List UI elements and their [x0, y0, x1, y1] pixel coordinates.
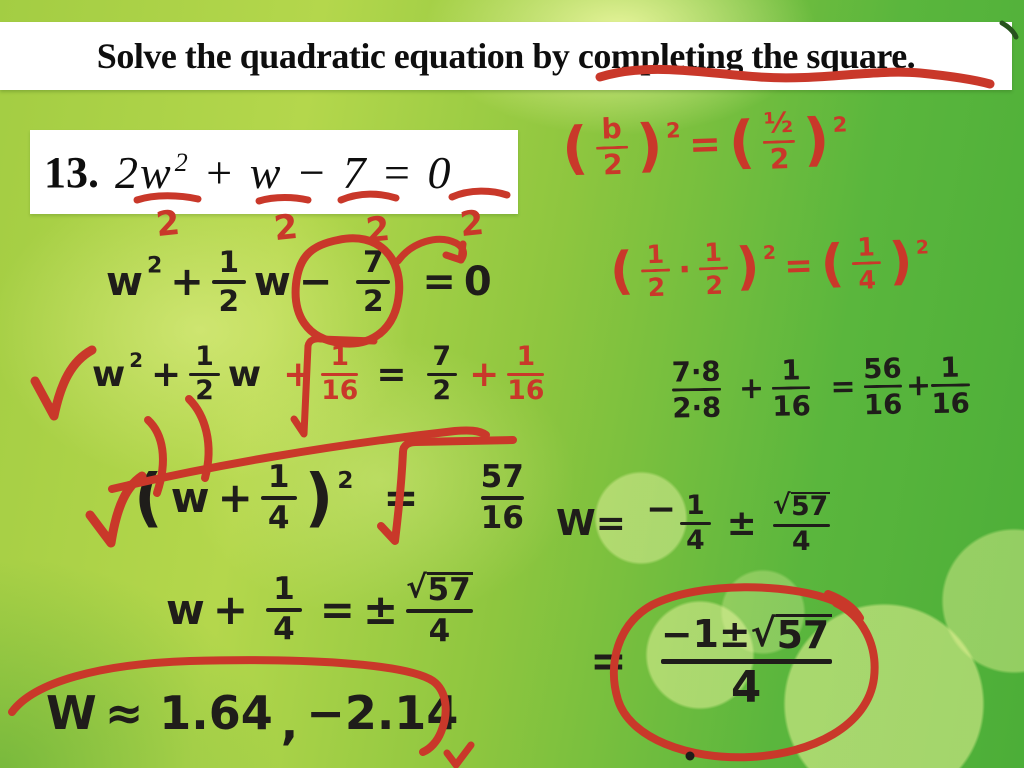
- open-paren: (: [727, 108, 757, 176]
- fraction-seven-halves: [356, 245, 390, 318]
- exponent-2: 2: [129, 348, 144, 372]
- expr-exponent: 2: [174, 148, 190, 178]
- denominator: 2: [602, 148, 624, 182]
- numerator: 1: [686, 490, 705, 522]
- exponent-2: 2: [915, 236, 930, 259]
- radical-sign: √: [772, 489, 791, 521]
- denominator: 4: [857, 264, 877, 295]
- numerator: 56: [862, 351, 902, 386]
- fraction-sqrt57-over-4: [406, 569, 472, 650]
- numerator: 1: [195, 341, 214, 372]
- work-left-line4: [162, 569, 477, 650]
- work-right-line3: [667, 350, 971, 425]
- work-right-line2: [605, 232, 934, 301]
- denominator: 4: [428, 613, 451, 650]
- exponent-2: 2: [665, 117, 681, 143]
- fraction-one-sixteenth: [321, 341, 359, 407]
- term-w: w: [170, 472, 210, 522]
- added-plus-sign: +: [469, 353, 500, 395]
- minus-sign: −: [298, 259, 333, 306]
- open-paren: (: [819, 234, 846, 295]
- equals-sign: =: [590, 636, 627, 688]
- fraction-78-over-28: [671, 354, 722, 425]
- plus-sign: +: [905, 367, 932, 404]
- plus-minus-sign: ±: [718, 611, 751, 656]
- equals-sign: =: [688, 121, 722, 167]
- numerator: 1: [273, 570, 295, 607]
- radicand: 57: [427, 572, 471, 608]
- term-w: w: [166, 584, 205, 634]
- denominator: 16: [480, 499, 524, 536]
- ink-dot: [686, 752, 695, 761]
- minus-one: −1: [660, 611, 719, 656]
- equals-sign: =: [319, 584, 355, 634]
- square-root: [772, 489, 830, 522]
- denominator: 2: [432, 375, 452, 407]
- plus-sign: +: [151, 353, 182, 395]
- fraction-57-16: [480, 459, 524, 536]
- equals-sign: =: [383, 472, 419, 522]
- problem-card: [30, 130, 518, 214]
- denominator: 4: [273, 611, 295, 648]
- radicand: 57: [791, 491, 829, 522]
- fraction-one-half: [212, 245, 246, 318]
- numerator: 7·8: [671, 354, 721, 389]
- denominator: 2·8: [672, 390, 722, 425]
- open-paren: (: [609, 242, 635, 302]
- fraction-56-16: [862, 351, 903, 421]
- fraction-one-quarter: [680, 490, 711, 556]
- fraction-half-over-2: [762, 105, 797, 176]
- work-left-line3: [130, 459, 528, 536]
- fraction-one-half: [640, 241, 671, 300]
- fraction-one-sixteenth: [507, 341, 545, 407]
- denominator: 16: [931, 385, 971, 420]
- radical-sign: √: [750, 610, 776, 655]
- fraction-one-half: [698, 239, 729, 298]
- numerator: 1: [703, 237, 723, 268]
- problem-expression: [115, 146, 453, 199]
- close-paren: ): [735, 237, 761, 298]
- plus-sign: +: [212, 584, 249, 634]
- work-left-line2: [88, 341, 548, 407]
- fraction-one-sixteenth: [771, 353, 812, 423]
- denominator: 4: [792, 525, 811, 557]
- root-value-1: 1.64: [159, 686, 273, 740]
- fraction-one-quarter: [266, 570, 302, 648]
- divide-by-two-4: 2: [457, 202, 486, 246]
- fraction-final-answer: [660, 610, 832, 714]
- numerator: 7: [432, 341, 452, 372]
- plus-minus-sign: ±: [726, 502, 757, 544]
- square-root: [750, 610, 832, 657]
- open-paren: (: [134, 461, 163, 535]
- radical-sign: √: [406, 569, 427, 606]
- close-paren: ): [635, 112, 664, 180]
- radicand: 57: [776, 614, 832, 656]
- plus-sign: +: [170, 259, 204, 306]
- numerator: 7: [363, 245, 384, 279]
- denominator: 2: [363, 283, 384, 318]
- numerator: 1: [516, 341, 536, 372]
- exponent-2: 2: [832, 112, 848, 137]
- work-right-line4: [552, 488, 834, 557]
- term-w: w: [253, 259, 291, 306]
- root-value-2: −2.14: [306, 686, 459, 740]
- plus-sign: +: [738, 370, 765, 406]
- fraction-one-quarter: [851, 234, 882, 293]
- check-mark: [447, 745, 471, 765]
- close-paren: ): [304, 461, 334, 535]
- added-plus-sign: +: [283, 353, 314, 395]
- term-w: w: [106, 259, 143, 306]
- denominator: 4: [267, 499, 290, 536]
- variable-w: W: [46, 686, 97, 740]
- divide-by-two-1: 2: [153, 202, 182, 246]
- w-equals: W=: [556, 502, 626, 544]
- numerator: 1: [646, 239, 665, 270]
- denominator: 16: [863, 387, 903, 421]
- numerator: 57: [480, 459, 524, 495]
- plus-sign: +: [217, 472, 253, 522]
- numerator: ½: [763, 105, 794, 140]
- divide-by-two-2: 2: [271, 206, 300, 250]
- zero: 0: [463, 259, 492, 306]
- denominator: 4: [686, 524, 705, 556]
- work-right-line5: [586, 610, 836, 714]
- plus-minus-sign: ±: [362, 584, 399, 634]
- equals-sign: =: [783, 245, 814, 287]
- minus-sign: −: [645, 488, 677, 530]
- close-paren: ): [888, 232, 914, 293]
- fraction-one-sixteenth: [931, 350, 971, 420]
- check-radical-left: [35, 350, 92, 416]
- term-w: w: [92, 353, 126, 395]
- exponent-2: 2: [762, 242, 777, 264]
- fraction-seven-halves: [427, 341, 458, 407]
- denominator: 16: [321, 375, 359, 407]
- fraction-b-over-2: [595, 111, 630, 182]
- work-right-line1: [557, 107, 853, 181]
- numerator: [660, 610, 832, 657]
- numerator: 1: [330, 341, 350, 372]
- banner: [0, 22, 1012, 90]
- equals-sign: =: [422, 259, 456, 306]
- numerator: 1: [781, 353, 801, 387]
- expr-rest: + w − 7 = 0: [189, 146, 453, 198]
- approx-sign: ≈: [104, 686, 144, 740]
- work-left-line1: [102, 245, 496, 318]
- denominator: 4: [731, 663, 762, 714]
- denominator: 2: [218, 283, 240, 318]
- denominator: 16: [507, 375, 545, 407]
- term-w: w: [227, 353, 262, 395]
- denominator: 2: [769, 142, 790, 176]
- multiplication-dot: ·: [677, 249, 692, 291]
- denominator: 2: [704, 270, 724, 300]
- close-paren: ): [802, 106, 831, 174]
- exponent-2: 2: [337, 468, 354, 495]
- square-root: [406, 569, 472, 608]
- numerator: b: [600, 111, 623, 146]
- denominator: 16: [772, 388, 812, 423]
- numerator: 1: [218, 245, 240, 279]
- open-paren: (: [560, 114, 590, 182]
- equals-sign: =: [376, 353, 407, 395]
- expr-lead: 2w: [115, 146, 173, 198]
- fraction-one-half: [189, 341, 220, 407]
- work-left-line5: [42, 686, 462, 750]
- banner-title: Solve the quadratic equation by completing the square.: [96, 36, 916, 76]
- fraction-sqrt57-over-4: [772, 489, 830, 557]
- denominator: 2: [195, 375, 214, 407]
- numerator: 1: [856, 232, 876, 262]
- comma: ,: [280, 696, 299, 750]
- problem-number: 13.: [44, 147, 99, 197]
- denominator: 2: [647, 272, 666, 302]
- numerator: 1: [940, 350, 960, 384]
- fraction-one-quarter: [261, 459, 297, 536]
- numerator: 1: [267, 459, 290, 495]
- equals-sign: =: [830, 368, 856, 405]
- exponent-2: 2: [146, 253, 163, 279]
- divide-by-two-3: 2: [363, 208, 392, 252]
